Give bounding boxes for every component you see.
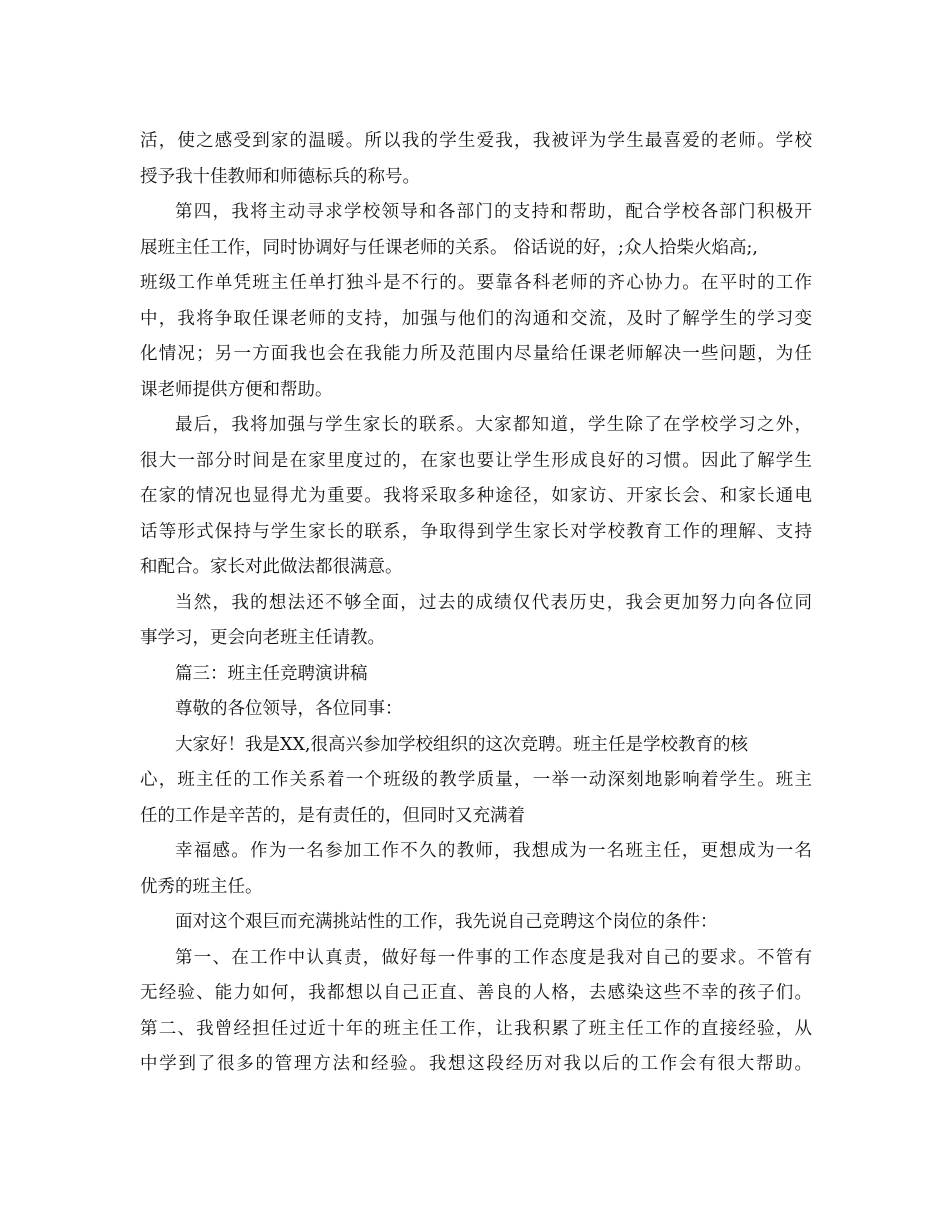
text-line: 幸福感。作为一名参加工作不久的教师，我想成为一名班主任，更想成为一名 — [175, 841, 812, 861]
text-line: 中，我将争取任课老师的支持，加强与他们的沟通和交流，及时了解学生的学习变 — [140, 308, 812, 329]
text-line: 中学到了很多的管理方法和经验。我想这段经历对我以后的工作会有很大帮助。 — [140, 1054, 812, 1074]
text-line: 话等形式保持与学生家长的联系，争取得到学生家长对学校教育工作的理解、支持 — [140, 521, 812, 542]
text-line: 活，使之感受到家的温暖。所以我的学生爱我，我被评为学生最喜爱的老师。学校 — [140, 131, 812, 151]
text-line: 无经验、能力如何，我都想以自己正直、善良的人格，去感染这些不幸的孩子们。 — [140, 983, 812, 1003]
text-line: 在家的情况也显得尤为重要。我将采取多种途径，如家访、开家长会、和家长通电 — [140, 486, 812, 506]
body-text — [140, 124, 812, 1083]
text-line: 第一、在工作中认真责，做好每一件事的工作态度是我对自己的要求。不管有 — [175, 947, 812, 968]
text-line: 展班主任工作，同时协调好与任课老师的关系。 俗话说的好，;众人拾柴火焰高;, — [140, 237, 758, 258]
text-line: 第四，我将主动寻求学校领导和各部门的支持和帮助，配合学校各部门积极开 — [175, 202, 812, 222]
text-line: 化情况；另一方面我也会在我能力所及范围内尽量给任课老师解决一些问题，为任 — [140, 344, 812, 364]
text-line: 事学习，更会向老班主任请教。 — [140, 628, 385, 648]
text-line: 课老师提供方便和帮助。 — [140, 379, 333, 400]
text-line: 心，班主任的工作关系着一个班级的教学质量，一举一动深刻地影响着学生。班主 — [140, 770, 812, 790]
text-line: 大家好！我是XX,很高兴参加学校组织的这次竞聘。班主任是学校教育的核 — [175, 734, 748, 755]
text-line: 尊敬的各位领导，各位同事： — [175, 699, 403, 719]
text-line: 最后，我将加强与学生家长的联系。大家都知道，学生除了在学校学习之外， — [175, 415, 812, 435]
text-line: 和配合。家长对此做法都很满意。 — [140, 557, 403, 577]
text-line: 面对这个艰巨而充满挑站性的工作，我先说自己竞聘这个岗位的条件： — [175, 912, 718, 932]
text-line: 班级工作单凭班主任单打独斗是不行的。要靠各科老师的齐心协力。在平时的工作 — [140, 273, 812, 293]
text-line: 任的工作是辛苦的，是有责任的，但同时又充满着 — [140, 805, 525, 826]
text-line: 第二、我曾经担任过近十年的班主任工作，让我积累了班主任工作的直接经验，从 — [140, 1018, 812, 1039]
text-line: 授予我十佳教师和师德标兵的称号。 — [140, 166, 420, 187]
text-line: 篇三：班主任竞聘演讲稿 — [175, 663, 368, 684]
text-line: 优秀的班主任。 — [140, 876, 263, 897]
text-line: 很大一部分时间是在家里度过的，在家也要让学生形成良好的习惯。因此了解学生 — [140, 450, 812, 471]
text-line: 当然，我的想法还不够全面，过去的成绩仅代表历史，我会更加努力向各位同 — [175, 592, 812, 613]
